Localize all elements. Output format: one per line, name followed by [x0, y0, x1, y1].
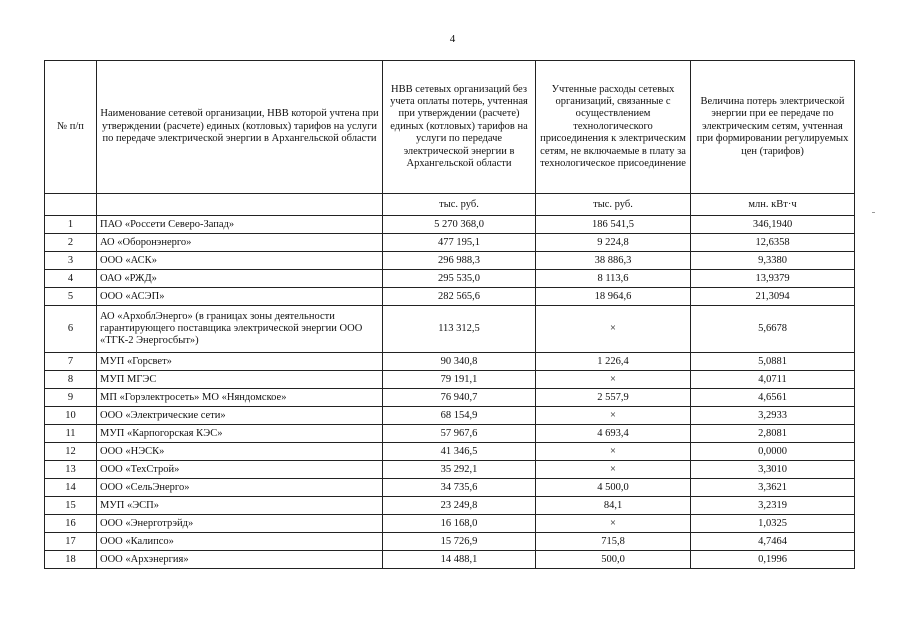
row-org-name: ООО «Энерготрэйд»	[97, 515, 383, 533]
row-nvv: 14 488,1	[383, 551, 536, 569]
row-number: 5	[45, 288, 97, 306]
row-nvv: 57 967,6	[383, 425, 536, 443]
table-row	[45, 234, 855, 252]
header-num: № п/п	[45, 61, 97, 194]
row-losses: 3,2319	[691, 497, 855, 515]
margin-mark	[872, 212, 875, 213]
row-nvv: 295 535,0	[383, 270, 536, 288]
table-row	[45, 288, 855, 306]
row-costs: ×	[536, 306, 691, 353]
row-org-name: ООО «ТехСтрой»	[97, 461, 383, 479]
row-number: 12	[45, 443, 97, 461]
table-row	[45, 533, 855, 551]
row-org-name: МУП «Горсвет»	[97, 353, 383, 371]
row-org-name: ООО «АСЭП»	[97, 288, 383, 306]
row-nvv: 15 726,9	[383, 533, 536, 551]
row-nvv: 76 940,7	[383, 389, 536, 407]
row-number: 10	[45, 407, 97, 425]
row-losses: 0,1996	[691, 551, 855, 569]
row-losses: 12,6358	[691, 234, 855, 252]
table-row	[45, 270, 855, 288]
row-losses: 3,3010	[691, 461, 855, 479]
row-number: 16	[45, 515, 97, 533]
header-losses: Величина потерь электрической энергии при ее передаче по электрическим сетям, учтенная при формировании регулируемых цен (тарифов)	[691, 61, 855, 194]
units-losses: млн. кВт·ч	[691, 194, 855, 216]
table-row	[45, 252, 855, 270]
row-org-name: ПАО «Россети Северо-Запад»	[97, 216, 383, 234]
row-nvv: 16 168,0	[383, 515, 536, 533]
table-row	[45, 306, 855, 353]
row-number: 4	[45, 270, 97, 288]
row-org-name: АО «АрхоблЭнерго» (в границах зоны деятельности гарантирующего поставщика электрической энергии ООО «ТГК-2 Энергосбыт»)	[97, 306, 383, 353]
row-org-name: МУП «ЭСП»	[97, 497, 383, 515]
row-costs: 715,8	[536, 533, 691, 551]
row-nvv: 23 249,8	[383, 497, 536, 515]
row-losses: 13,9379	[691, 270, 855, 288]
table-row	[45, 461, 855, 479]
page-number: 4	[449, 33, 456, 45]
row-losses: 346,1940	[691, 216, 855, 234]
table-row	[45, 425, 855, 443]
row-number: 18	[45, 551, 97, 569]
row-losses: 9,3380	[691, 252, 855, 270]
units-num-blank	[45, 194, 97, 216]
row-number: 17	[45, 533, 97, 551]
table-row	[45, 353, 855, 371]
row-costs: 84,1	[536, 497, 691, 515]
row-number: 8	[45, 371, 97, 389]
row-org-name: ОАО «РЖД»	[97, 270, 383, 288]
row-losses: 21,3094	[691, 288, 855, 306]
row-costs: 1 226,4	[536, 353, 691, 371]
table-row	[45, 479, 855, 497]
table-row	[45, 371, 855, 389]
row-losses: 0,0000	[691, 443, 855, 461]
table-row	[45, 551, 855, 569]
row-costs: ×	[536, 461, 691, 479]
row-org-name: ООО «Калипсо»	[97, 533, 383, 551]
header-name: Наименование сетевой организации, НВВ которой учтена при утверждении (расчете) единых (котловых) тарифов на услуги по передаче электрической энергии в Архангельской области	[97, 61, 383, 194]
row-org-name: ООО «Архэнергия»	[97, 551, 383, 569]
row-costs: 2 557,9	[536, 389, 691, 407]
row-losses: 5,6678	[691, 306, 855, 353]
row-number: 13	[45, 461, 97, 479]
row-org-name: АО «Оборонэнерго»	[97, 234, 383, 252]
row-costs: 4 500,0	[536, 479, 691, 497]
row-number: 14	[45, 479, 97, 497]
row-nvv: 68 154,9	[383, 407, 536, 425]
row-nvv: 296 988,3	[383, 252, 536, 270]
row-number: 6	[45, 306, 97, 353]
row-nvv: 41 346,5	[383, 443, 536, 461]
row-nvv: 35 292,1	[383, 461, 536, 479]
row-costs: 9 224,8	[536, 234, 691, 252]
units-costs: тыс. руб.	[536, 194, 691, 216]
row-nvv: 113 312,5	[383, 306, 536, 353]
row-nvv: 477 195,1	[383, 234, 536, 252]
row-losses: 4,6561	[691, 389, 855, 407]
units-row	[45, 194, 855, 216]
header-costs: Учтенные расходы сетевых организаций, связанные с осуществлением технологического присоединения к электрическим сетям, не включаемые в плату за технологическое присоединение	[536, 61, 691, 194]
row-number: 1	[45, 216, 97, 234]
row-costs: ×	[536, 515, 691, 533]
row-costs: 8 113,6	[536, 270, 691, 288]
table-row	[45, 216, 855, 234]
row-org-name: ООО «АСК»	[97, 252, 383, 270]
row-number: 9	[45, 389, 97, 407]
row-losses: 3,3621	[691, 479, 855, 497]
tariff-table	[44, 60, 855, 569]
row-costs: ×	[536, 443, 691, 461]
row-number: 15	[45, 497, 97, 515]
row-costs: 18 964,6	[536, 288, 691, 306]
row-costs: ×	[536, 371, 691, 389]
row-number: 3	[45, 252, 97, 270]
row-nvv: 79 191,1	[383, 371, 536, 389]
row-losses: 1,0325	[691, 515, 855, 533]
row-org-name: МУП «Карпогорская КЭС»	[97, 425, 383, 443]
row-costs: 186 541,5	[536, 216, 691, 234]
table-header-row	[45, 61, 855, 194]
row-org-name: МП «Горэлектросеть» МО «Няндомское»	[97, 389, 383, 407]
row-org-name: ООО «Электрические сети»	[97, 407, 383, 425]
header-nvv: НВВ сетевых организаций без учета оплаты потерь, учтенная при утверждении (расчете) единых (котловых) тарифов на услуги по передаче электрической энергии в Архангельской области	[383, 61, 536, 194]
table-row	[45, 389, 855, 407]
row-nvv: 34 735,6	[383, 479, 536, 497]
row-costs: 500,0	[536, 551, 691, 569]
row-nvv: 90 340,8	[383, 353, 536, 371]
table-row	[45, 497, 855, 515]
row-nvv: 282 565,6	[383, 288, 536, 306]
row-number: 2	[45, 234, 97, 252]
row-costs: 4 693,4	[536, 425, 691, 443]
row-losses: 4,7464	[691, 533, 855, 551]
units-name-blank	[97, 194, 383, 216]
row-org-name: МУП МГЭС	[97, 371, 383, 389]
units-nvv: тыс. руб.	[383, 194, 536, 216]
table-row	[45, 515, 855, 533]
row-costs: 38 886,3	[536, 252, 691, 270]
row-losses: 4,0711	[691, 371, 855, 389]
row-losses: 2,8081	[691, 425, 855, 443]
table-row	[45, 443, 855, 461]
row-costs: ×	[536, 407, 691, 425]
table-row	[45, 407, 855, 425]
row-losses: 3,2933	[691, 407, 855, 425]
row-number: 11	[45, 425, 97, 443]
row-number: 7	[45, 353, 97, 371]
row-losses: 5,0881	[691, 353, 855, 371]
row-org-name: ООО «СельЭнерго»	[97, 479, 383, 497]
row-nvv: 5 270 368,0	[383, 216, 536, 234]
row-org-name: ООО «НЭСК»	[97, 443, 383, 461]
table-body	[45, 216, 855, 569]
